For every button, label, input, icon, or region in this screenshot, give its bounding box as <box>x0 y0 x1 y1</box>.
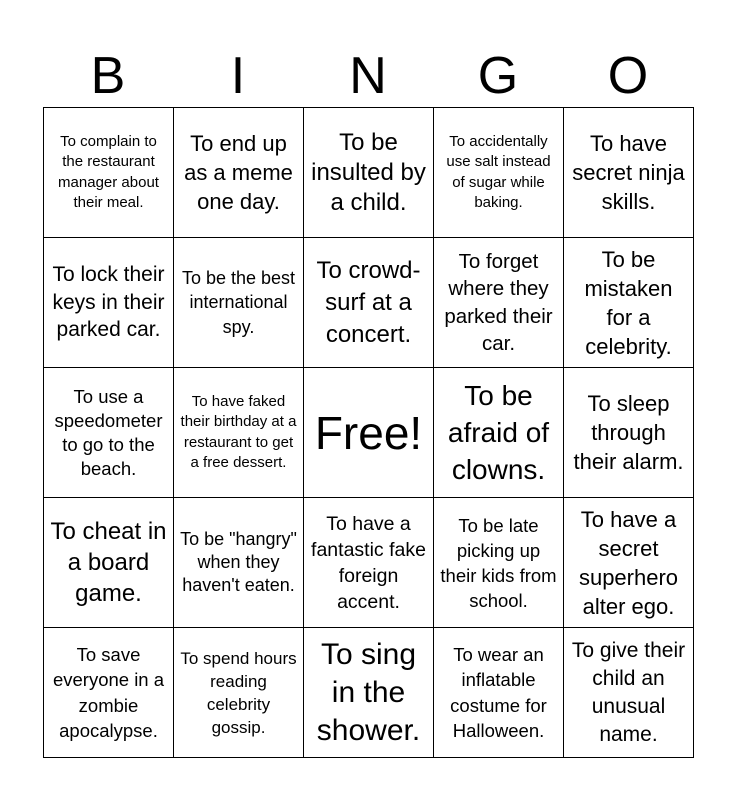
header-letter-n: N <box>349 47 387 105</box>
bingo-cell[interactable]: To wear an inflatable costume for Halloween. <box>434 628 564 758</box>
bingo-cell[interactable]: To be mistaken for a celebrity. <box>564 238 694 368</box>
bingo-cell[interactable]: To sing in the shower. <box>304 628 434 758</box>
header-letter-b: B <box>90 47 126 105</box>
bingo-cell[interactable]: To end up as a meme one day. <box>174 108 304 238</box>
bingo-cell[interactable]: To be the best international spy. <box>174 238 304 368</box>
header-letter-g: G <box>477 47 519 105</box>
bingo-header <box>43 45 693 107</box>
bingo-cell[interactable]: To complain to the restaurant manager about their meal. <box>44 108 174 238</box>
bingo-cell[interactable]: To have a fantastic fake foreign accent. <box>304 498 434 628</box>
bingo-cell[interactable]: To save everyone in a zombie apocalypse. <box>44 628 174 758</box>
bingo-row-5 <box>44 628 694 758</box>
bingo-cell[interactable]: To be "hangry" when they haven't eaten. <box>174 498 304 628</box>
bingo-row-4 <box>44 498 694 628</box>
bingo-cell[interactable]: To have a secret superhero alter ego. <box>564 498 694 628</box>
bingo-row-3 <box>44 368 694 498</box>
bingo-cell[interactable]: To crowd-surf at a concert. <box>304 238 434 368</box>
bingo-cell[interactable]: To sleep through their alarm. <box>564 368 694 498</box>
bingo-cell[interactable]: To have faked their birthday at a restaurant to get a free dessert. <box>174 368 304 498</box>
bingo-cell-free[interactable]: Free! <box>304 368 434 498</box>
bingo-cell[interactable]: To give their child an unusual name. <box>564 628 694 758</box>
header-letter-o: O <box>607 47 649 105</box>
bingo-row-1 <box>44 108 694 238</box>
bingo-cell[interactable]: To accidentally use salt instead of sugar while baking. <box>434 108 564 238</box>
bingo-cell[interactable]: To be insulted by a child. <box>304 108 434 238</box>
bingo-cell[interactable]: To forget where they parked their car. <box>434 238 564 368</box>
bingo-cell[interactable]: To spend hours reading celebrity gossip. <box>174 628 304 758</box>
bingo-cell[interactable]: To have secret ninja skills. <box>564 108 694 238</box>
bingo-cell[interactable]: To be late picking up their kids from school. <box>434 498 564 628</box>
bingo-card <box>43 107 694 758</box>
bingo-cell[interactable]: To be afraid of clowns. <box>434 368 564 498</box>
bingo-cell[interactable]: To lock their keys in their parked car. <box>44 238 174 368</box>
bingo-cell[interactable]: To cheat in a board game. <box>44 498 174 628</box>
header-letter-i: I <box>230 47 246 105</box>
bingo-row-2 <box>44 238 694 368</box>
bingo-cell[interactable]: To use a speedometer to go to the beach. <box>44 368 174 498</box>
